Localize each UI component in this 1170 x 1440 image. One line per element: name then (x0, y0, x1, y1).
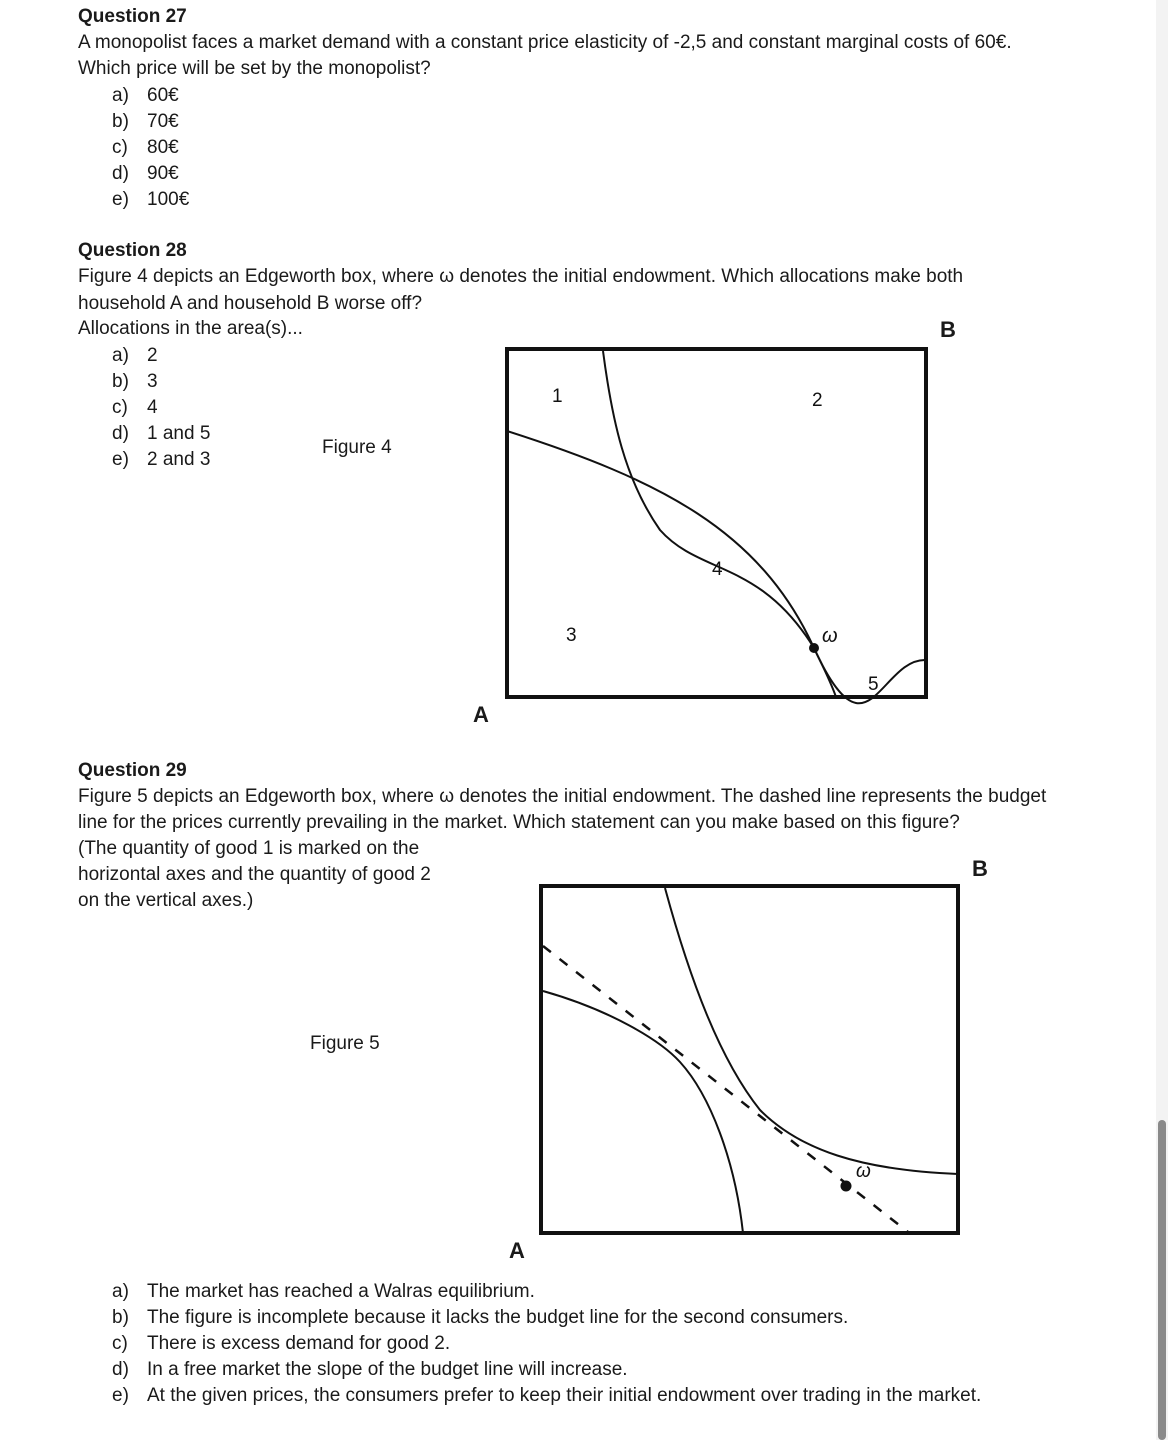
option-letter: a) (112, 85, 129, 106)
option-text: 60€ (147, 85, 179, 106)
corner-label-a: A (473, 702, 489, 727)
option-text: 2 (147, 345, 158, 366)
omega-label: ω (856, 1161, 871, 1182)
option-text: 1 and 5 (147, 423, 211, 444)
corner-label-b: B (940, 317, 956, 342)
box-frame (541, 886, 958, 1233)
option-letter: a) (112, 345, 129, 366)
question-text-line: Which price will be set by the monopolist? (78, 58, 431, 79)
endowment-point (841, 1181, 852, 1192)
option-letter: a) (112, 1281, 129, 1302)
option-letter: c) (112, 137, 128, 158)
option-letter: d) (112, 163, 129, 184)
area-label-2: 2 (812, 390, 823, 411)
figure-5-label: Figure 5 (310, 1033, 380, 1054)
question-text-line: (The quantity of good 1 is marked on the (78, 838, 420, 859)
option-text: The figure is incomplete because it lacks the budget line for the second consumers. (147, 1307, 849, 1328)
option-text: 80€ (147, 137, 179, 158)
question-text-line: household A and household B worse off? (78, 293, 423, 314)
option-text: 100€ (147, 189, 190, 210)
corner-label-a: A (509, 1238, 525, 1263)
question-text-line: on the vertical axes.) (78, 890, 254, 911)
area-label-5: 5 (868, 674, 879, 695)
area-label-4: 4 (712, 559, 723, 580)
indifference-curve-b (665, 888, 958, 1174)
option-letter: e) (112, 449, 129, 470)
figure-4-label: Figure 4 (322, 437, 392, 458)
option-letter: b) (112, 371, 129, 392)
question-text-line: A monopolist faces a market demand with a constant price elasticity of -2,5 and constant marginal costs of 60€. (78, 32, 1012, 53)
question-title: Question 29 (78, 760, 187, 781)
question-text-line: Figure 5 depicts an Edgeworth box, where ω denotes the initial endowment. The dashed line represents the budget (78, 786, 1047, 807)
option-letter: d) (112, 1359, 129, 1380)
area-label-3: 3 (566, 625, 577, 646)
option-letter: c) (112, 397, 128, 418)
option-text: 2 and 3 (147, 449, 211, 470)
question-text-line: Figure 4 depicts an Edgeworth box, where ω denotes the initial endowment. Which allocations make both (78, 266, 964, 287)
corner-label-b: B (972, 856, 988, 881)
option-text: There is excess demand for good 2. (147, 1333, 451, 1354)
budget-line-dashed (543, 946, 908, 1232)
question-text-line: line for the prices currently prevailing in the market. Which statement can you make based on this figure? (78, 812, 960, 833)
option-text: 3 (147, 371, 158, 392)
option-letter: d) (112, 423, 129, 444)
question-text-line: Allocations in the area(s)... (78, 318, 303, 339)
option-text: 4 (147, 397, 158, 418)
option-letter: b) (112, 111, 129, 132)
option-text: 70€ (147, 111, 179, 132)
option-text: 90€ (147, 163, 179, 184)
question-title: Question 27 (78, 6, 187, 27)
area-label-1: 1 (552, 386, 563, 407)
question-text-line: horizontal axes and the quantity of good 2 (78, 864, 431, 885)
option-letter: e) (112, 1385, 129, 1406)
option-text: At the given prices, the consumers prefer to keep their initial endowment over trading in the market. (147, 1385, 982, 1406)
omega-label: ω (822, 625, 838, 647)
option-text: The market has reached a Walras equilibrium. (147, 1281, 535, 1302)
question-title: Question 28 (78, 240, 187, 261)
option-letter: b) (112, 1307, 129, 1328)
option-letter: e) (112, 189, 129, 210)
option-text: In a free market the slope of the budget line will increase. (147, 1359, 628, 1380)
option-letter: c) (112, 1333, 128, 1354)
